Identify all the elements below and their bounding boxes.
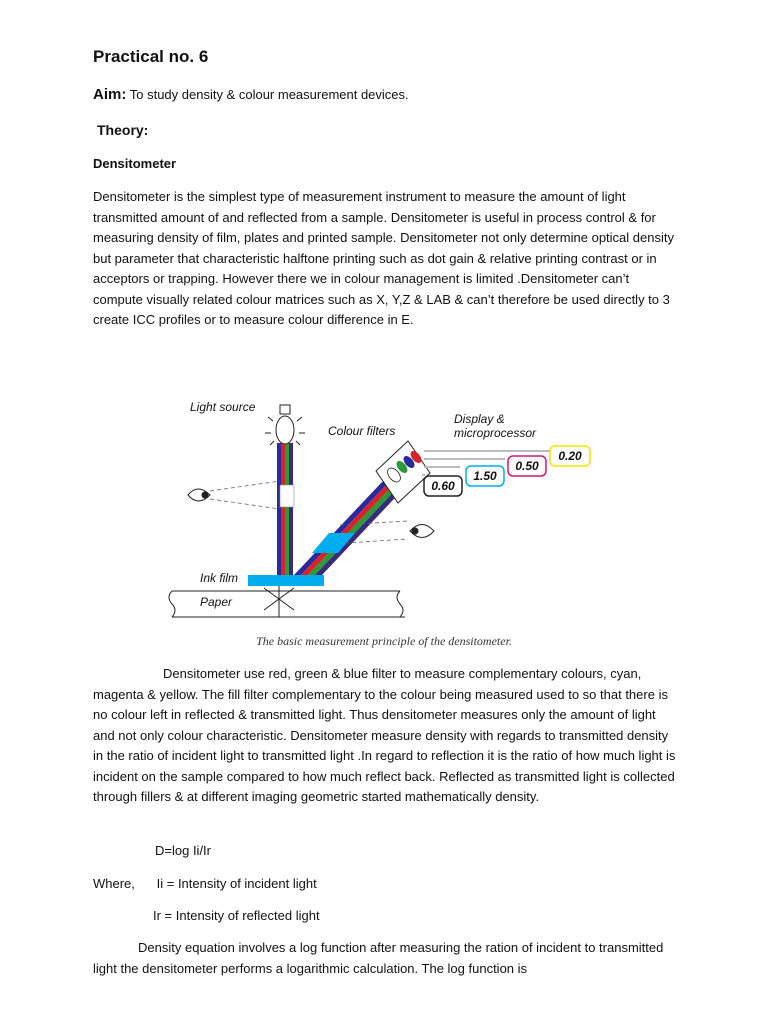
label-display-line2: microprocessor <box>454 426 537 440</box>
label-paper: Paper <box>200 595 233 609</box>
readout-magenta-value: 0.50 <box>515 459 539 473</box>
readout-yellow-value: 0.20 <box>558 449 582 463</box>
paragraph-filters: Densitometer use red, green & blue filter to measure complementary colours, cyan, magenta & yellow. The fill filter complementary to the colour being measured used to so that there is no colour left in reflected & transmitted light. Thus densitometer measures only the amount of light and not only colour characteristic. Densitometer measure density with regards to transmitted density in the ratio of incident light to transmitted light .In regard to reflection it is the ratio of how much light is incident on the sample compared to how much reflect back. Reflected as transmitted light is collected through fillers & at different imaging geometric started mathematically density. <box>93 666 676 804</box>
where-line-1 <box>93 876 317 891</box>
label-light-source: Light source <box>190 400 256 414</box>
aim-text: To study density & colour measurement devices. <box>129 87 409 102</box>
label-ink-film: Ink film <box>200 571 239 585</box>
readout-cyan <box>466 466 504 486</box>
page-title: Practical no. 6 <box>93 47 209 66</box>
paragraph-intro: Densitometer is the simplest type of measurement instrument to measure the amount of light transmitted amount of and reflected from a sample. Densitometer is useful in process control & for measuring density of film, plates and printed sample. Densitometer not only determine optical density but parameter that characteristic halftone printing such as dot gain & relative printing contrast or in acceptors or trapping. However there we in colour management is limited .Densitometer can’t compute visually related colour matrices such as X, Y,Z & LAB & can’t therefore be used directly to 3 create ICC profiles or to measure colour difference in E. <box>93 189 674 327</box>
readout-magenta <box>508 456 546 476</box>
readout-cyan-value: 1.50 <box>473 469 497 483</box>
label-display-line1: Display & <box>454 412 505 426</box>
readout-black-value: 0.60 <box>431 479 455 493</box>
aim-line <box>93 86 409 103</box>
density-formula: D=log Ii/Ir <box>155 843 211 858</box>
left-eye-icon <box>188 481 280 509</box>
figure-caption: The basic measurement principle of the densitometer. <box>256 634 512 648</box>
where-label: Where, <box>93 876 135 891</box>
densitometer-diagram <box>160 395 610 635</box>
where-definition-ir: Ir = Intensity of reflected light <box>153 908 320 923</box>
aim-label: Aim: <box>93 86 127 103</box>
where-definition-ii: Ii = Intensity of incident light <box>156 876 317 891</box>
label-colour-filters: Colour filters <box>328 424 396 438</box>
readout-black <box>424 476 462 496</box>
readout-yellow <box>550 446 590 466</box>
ink-film <box>248 575 324 586</box>
theory-heading: Theory: <box>97 122 149 138</box>
section-heading: Densitometer <box>93 156 177 171</box>
paragraph-log-function: Density equation involves a log function after measuring the ration of incident to transmitted light the densitometer performs a logarithmic calculation. The log function is <box>93 940 664 976</box>
light-bulb-icon <box>265 405 305 445</box>
